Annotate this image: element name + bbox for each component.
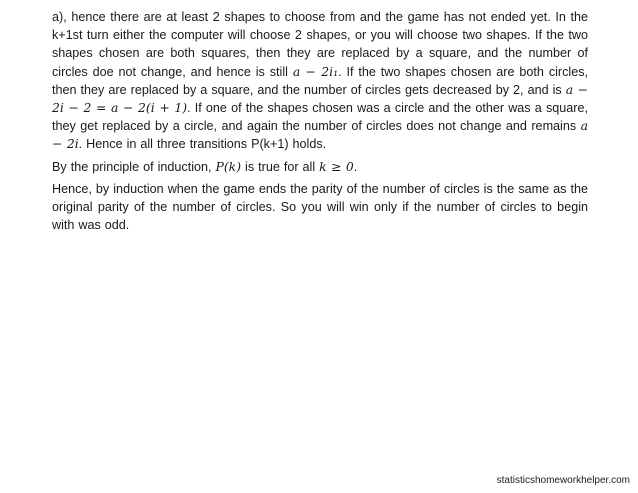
text-fragment: . If one of the xyxy=(187,101,264,116)
math-expression: P(k) xyxy=(215,158,242,174)
math-expression: a − 2i − 2 = a − 2(i + 1) xyxy=(52,81,588,116)
paragraph-conclusion: Hence, by induction when the game ends the parity of the number of circles is the same as the original parity of the number of circles. So you will win only if the number of circles to begin with was odd. xyxy=(52,181,588,233)
document-body xyxy=(52,8,588,238)
footer-site: statisticshomeworkhelper.com xyxy=(496,475,630,486)
text-line: square, and the number of circles doe not change, and hence is still xyxy=(52,46,589,79)
text-line: shapes chosen was a circle and the other was a square, they get replaced by a circle, xyxy=(52,101,588,134)
math-expression: k ≥ 0 xyxy=(319,158,354,174)
text-fragment: . xyxy=(353,159,358,174)
paragraph-transitions xyxy=(52,8,588,154)
text-line: In the k+1st turn either the computer will choose 2 shapes, or you will choose two xyxy=(52,10,589,43)
text-line: a), hence there are at least 2 shapes to choose from and the game has not ended yet. xyxy=(52,10,551,24)
math-expression: a − 2i₁ xyxy=(292,63,339,79)
text-line: three transitions P(k+1) holds. xyxy=(156,137,327,152)
text-fragment: By the principle of induction, xyxy=(52,159,216,174)
text-fragment: is true for all xyxy=(241,159,320,174)
math-expression: a − 2i xyxy=(52,118,588,152)
text-line: two shapes chosen are both circles, then they are replaced by a square, and the xyxy=(52,64,588,97)
text-line: number of circles gets decreased by 2, and is xyxy=(304,82,566,97)
text-line: and again the number of circles does not change and remains xyxy=(221,119,581,134)
text-line: shapes. If the two shapes chosen are both squares, then they are replaced by a xyxy=(52,28,588,61)
text-fragment: . If the xyxy=(338,64,376,79)
text-fragment: . Hence in all xyxy=(78,137,153,152)
paragraph-induction xyxy=(52,158,588,176)
